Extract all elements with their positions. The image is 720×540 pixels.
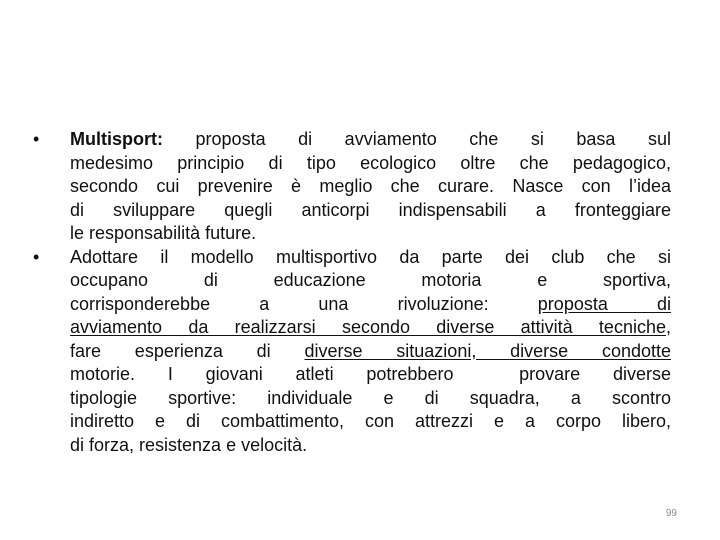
text-segment: ,	[665, 317, 671, 337]
text-line	[70, 316, 671, 340]
bullet-dot-icon: •	[33, 129, 40, 149]
text-segment: occupano di educazione motoria e sportiva,	[70, 270, 671, 290]
text-segment: di sviluppare quegli anticorpi indispensabili a fronteggiare	[70, 199, 671, 220]
bold-term: Multisport:	[70, 129, 163, 149]
text-line	[70, 269, 671, 293]
bullet-list	[33, 128, 671, 457]
text-segment: tipologie sportive: individuale e di squadra, a scontro	[70, 387, 671, 408]
text-segment: motorie. I giovani atleti potrebbero provare diverse	[70, 364, 671, 384]
text-line	[70, 434, 671, 458]
text-segment: Adottare il modello multisportivo da parte dei club che si	[70, 246, 671, 267]
bullet-dot-icon: •	[33, 246, 40, 267]
underlined-text: proposta di	[537, 293, 671, 314]
text-line	[70, 128, 671, 152]
text-line	[70, 340, 671, 364]
bullet-item	[33, 246, 671, 458]
text-line	[70, 222, 671, 246]
text-line	[70, 199, 671, 223]
text-line	[70, 152, 671, 176]
text-segment: fare esperienza di	[70, 340, 305, 361]
text-line	[70, 293, 671, 317]
text-line	[70, 246, 671, 270]
bullet-item	[33, 128, 671, 246]
text-line	[70, 175, 671, 199]
text-line	[70, 363, 671, 387]
text-segment: di forza, resistenza e velocità.	[70, 434, 308, 455]
text-segment: proposta di avviamento che si basa sul	[162, 129, 671, 149]
text-line	[70, 410, 671, 434]
underlined-text: diverse situazioni, diverse condotte	[304, 340, 671, 361]
page-number: 99	[665, 508, 677, 519]
text-segment: le responsabilità future.	[70, 223, 257, 243]
text-line	[70, 387, 671, 411]
text-segment: secondo cui prevenire è meglio che curare. Nasce con l’idea	[70, 176, 671, 196]
text-segment: indiretto e di combattimento, con attrezzi e a corpo libero,	[70, 411, 671, 431]
underlined-text: avviamento da realizzarsi secondo diverse attività tecniche	[70, 317, 666, 337]
text-segment: corrisponderebbe a una rivoluzione:	[70, 293, 538, 314]
text-segment: medesimo principio di tipo ecologico oltre che pedagogico,	[70, 152, 671, 173]
